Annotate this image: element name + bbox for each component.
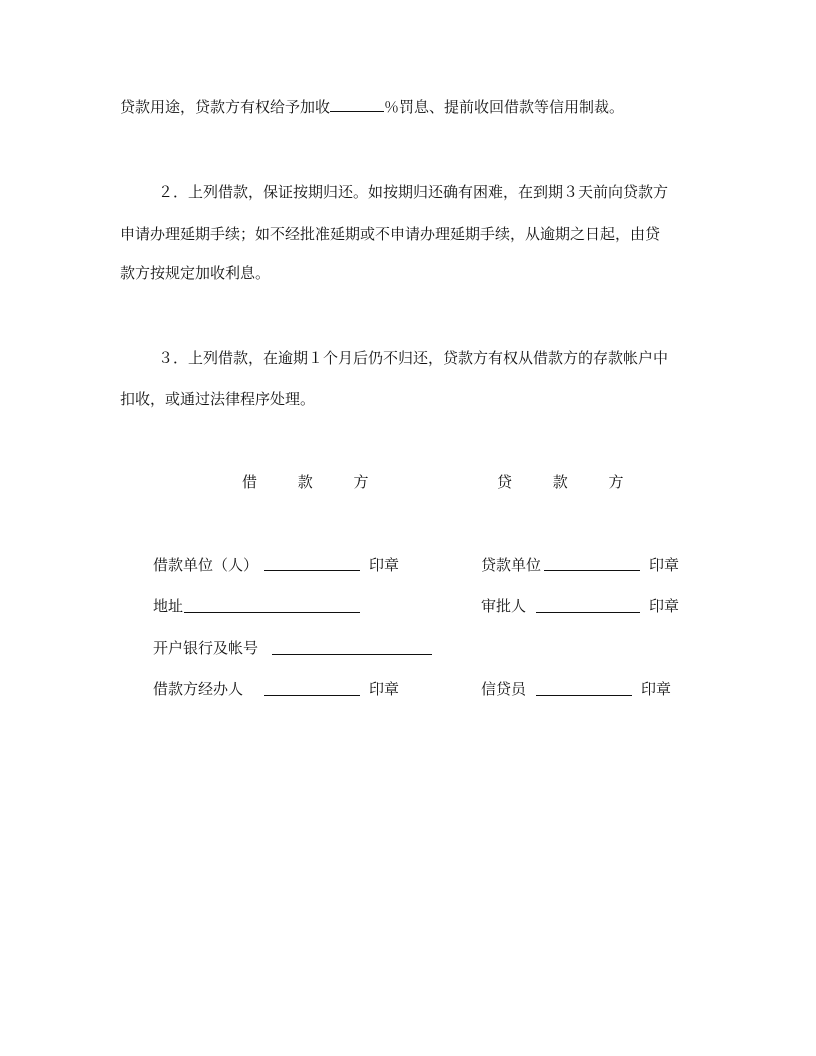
borrower-handler-label: 借款方经办人	[153, 680, 244, 698]
lender-unit-field[interactable]	[544, 570, 640, 571]
clause-3-line-1: ３．上列借款，在逾期１个月后仍不归还，贷款方有权从借款方的存款帐户中	[158, 349, 669, 367]
borrower-unit-label: 借款单位（人）	[153, 556, 259, 574]
lender-seal-1: 印章	[649, 556, 680, 574]
clause-3-line-2: 扣收，或通过法律程序处理。	[120, 390, 316, 408]
credit-officer-field[interactable]	[536, 695, 632, 696]
lender-seal-2: 印章	[649, 597, 680, 615]
address-field[interactable]	[184, 612, 360, 613]
borrower-handler-field[interactable]	[264, 695, 360, 696]
approver-field[interactable]	[536, 612, 640, 613]
penalty-rate-blank	[330, 110, 384, 112]
address-label: 地址	[153, 597, 184, 615]
borrower-title: 借 款 方	[242, 473, 387, 491]
lender-unit-label: 贷款单位	[481, 556, 542, 574]
intro-text-before: 贷款用途，贷款方有权给予加收	[120, 98, 331, 116]
paragraph-intro	[120, 96, 624, 117]
borrower-unit-field[interactable]	[264, 570, 360, 571]
bank-account-field[interactable]	[272, 654, 432, 655]
lender-seal-3: 印章	[641, 680, 672, 698]
bank-account-label: 开户银行及帐号	[153, 639, 259, 657]
clause-2-line-1: ２．上列借款，保证按期归还。如按期归还确有困难，在到期３天前向贷款方	[158, 183, 669, 201]
intro-text-after: ％罚息、提前收回借款等信用制裁。	[384, 98, 625, 116]
approver-label: 审批人	[481, 597, 527, 615]
lender-title: 贷 款 方	[497, 473, 642, 491]
clause-2-line-2: 申请办理延期手续；如不经批准延期或不申请办理延期手续，从逾期之日起，由贷	[120, 225, 661, 243]
borrower-unit-row	[153, 554, 258, 575]
clause-2-line-3: 款方按规定加收利息。	[120, 264, 271, 282]
borrower-seal-1: 印章	[369, 556, 400, 574]
credit-officer-label: 信贷员	[481, 680, 527, 698]
borrower-seal-2: 印章	[369, 680, 400, 698]
